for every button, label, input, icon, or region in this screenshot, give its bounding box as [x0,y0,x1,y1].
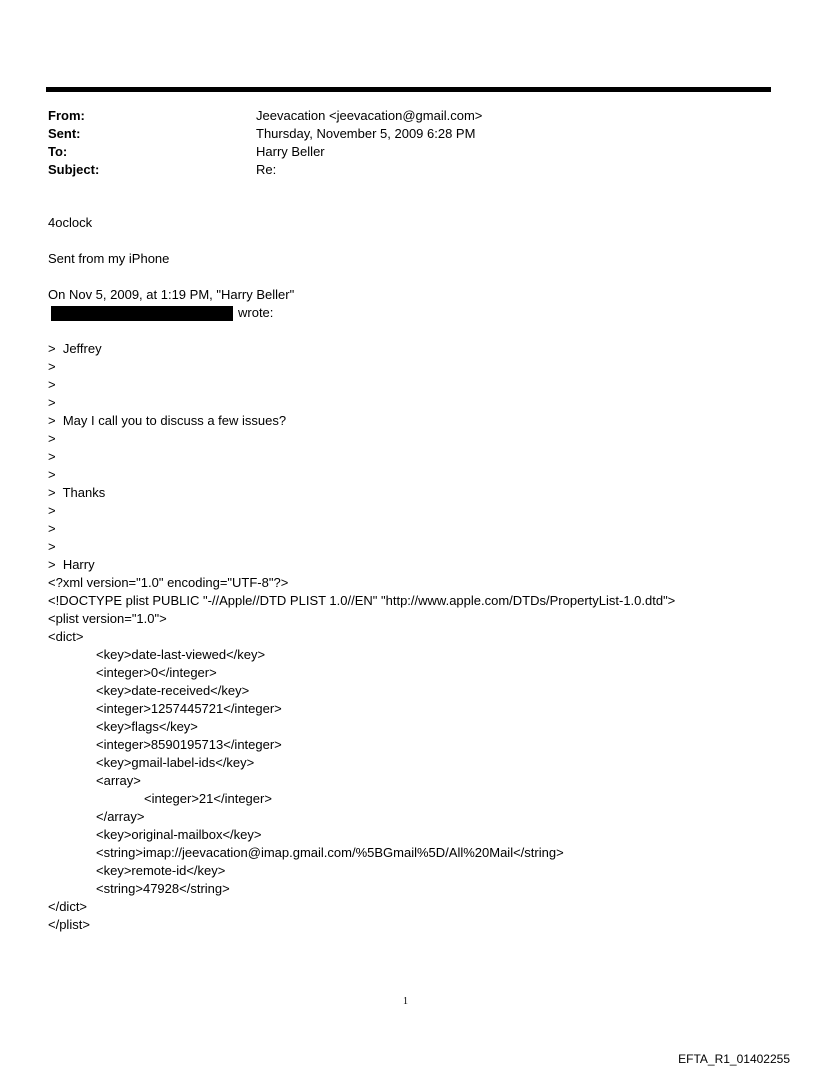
quoted-line: > [48,431,56,446]
xml-line: <string>imap://jeevacation@imap.gmail.com/%5BGmail%5D/All%20Mail</string> [96,845,564,860]
xml-line: </array> [96,809,145,824]
xml-line: <!DOCTYPE plist PUBLIC "-//Apple//DTD PLIST 1.0//EN" "http://www.apple.com/DTDs/PropertyList-1.0.dtd"> [48,593,676,608]
quoted-line: > [48,539,56,554]
xml-line: <integer>0</integer> [96,665,217,680]
signature-text: Sent from my iPhone [48,251,170,266]
to-label: To: [48,144,68,159]
quoted-line: > Thanks [48,485,106,500]
subject-value: Re: [256,162,277,177]
xml-line: <array> [96,773,141,788]
email-header [48,107,482,179]
quoted-line: > [48,503,56,518]
xml-line: <key>original-mailbox</key> [96,827,262,842]
email-body [48,214,675,934]
sent-row [48,125,482,143]
from-label: From: [48,108,85,123]
from-value: Jeevacation <jeevacation@gmail.com> [256,108,483,123]
sent-label: Sent: [48,126,81,141]
xml-line: <string>47928</string> [96,881,230,896]
xml-line: <?xml version="1.0" encoding="UTF-8"?> [48,575,289,590]
subject-row [48,161,482,179]
quoted-line: > [48,395,56,410]
reply-text: 4oclock [48,215,93,230]
xml-line: <plist version="1.0"> [48,611,167,626]
quoted-line: > [48,521,56,536]
from-row [48,107,482,125]
sent-value: Thursday, November 5, 2009 6:28 PM [256,126,476,141]
xml-plist-block [48,574,675,934]
xml-line: </dict> [48,899,88,914]
to-row [48,143,482,161]
quoted-line: > Jeffrey [48,341,102,356]
xml-line: <integer>21</integer> [144,791,272,806]
quoted-line: > [48,377,56,392]
quoted-line: > Harry [48,557,95,572]
quote-intro: On Nov 5, 2009, at 1:19 PM, "Harry Beller" [48,287,295,302]
document-id: EFTA_R1_01402255 [678,1052,790,1066]
quote-wrote: wrote: [238,305,274,320]
redaction-block [51,306,233,321]
quoted-line: > [48,359,56,374]
page-number: 1 [403,996,408,1007]
quoted-line: > May I call you to discuss a few issues? [48,413,287,428]
xml-line: <key>gmail-label-ids</key> [96,755,255,770]
quoted-line: > [48,467,56,482]
quoted-line: > [48,449,56,464]
xml-line: <integer>1257445721</integer> [96,701,282,716]
quoted-message [48,340,675,574]
xml-line: </plist> [48,917,90,932]
xml-line: <key>flags</key> [96,719,198,734]
to-value: Harry Beller [256,144,325,159]
subject-label: Subject: [48,162,100,177]
xml-line: <key>remote-id</key> [96,863,226,878]
xml-line: <key>date-last-viewed</key> [96,647,266,662]
xml-line: <key>date-received</key> [96,683,250,698]
xml-line: <dict> [48,629,84,644]
header-divider [46,87,771,92]
xml-line: <integer>8590195713</integer> [96,737,282,752]
quote-wrote-line [48,304,675,322]
